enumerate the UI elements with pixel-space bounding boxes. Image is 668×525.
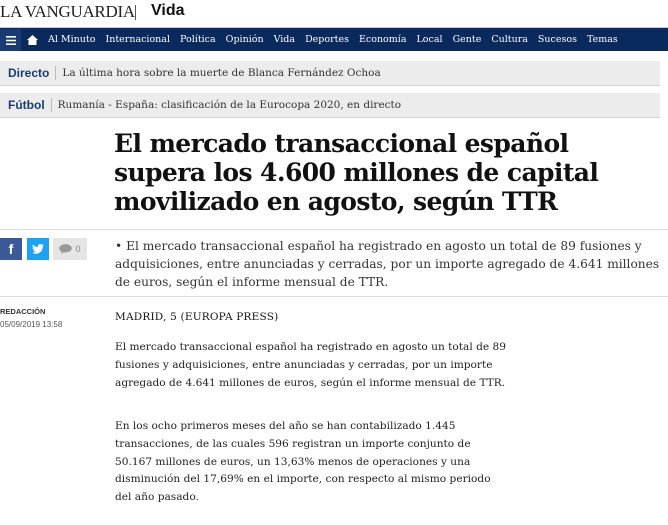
site-logo[interactable]: LA VANGUARDIA <box>0 2 135 21</box>
nav-item-temas[interactable]: Temas <box>586 34 618 45</box>
nav-item-cultura[interactable]: Cultura <box>491 34 528 45</box>
twitter-share-button[interactable] <box>27 238 49 260</box>
twitter-icon <box>32 244 44 254</box>
nav-items <box>43 29 623 51</box>
nav-item-sucesos[interactable]: Sucesos <box>537 34 577 45</box>
top-header <box>0 0 668 28</box>
ticker-tag: Fútbol <box>0 98 52 112</box>
comments-button[interactable] <box>53 238 87 260</box>
header-divider <box>135 5 136 20</box>
article-headline: El mercado transaccional español supera los 4.600 millones de capital movilizado en agosto, según TTR <box>114 129 599 216</box>
ticker-link[interactable]: La última hora sobre la muerte de Blanca Fernández Ochoa <box>62 67 381 79</box>
article-date: 05/09/2019 13:58 <box>0 320 63 329</box>
nav-item-al-minuto[interactable]: Al Minuto <box>48 34 96 45</box>
nav-item-vida[interactable]: Vida <box>273 34 296 45</box>
ticker-tag: Directo <box>0 66 56 80</box>
facebook-share-button[interactable] <box>0 238 22 260</box>
content-fade <box>0 505 668 525</box>
ticker-futbol[interactable] <box>0 93 660 118</box>
divider <box>0 229 668 230</box>
ticker-link[interactable]: Rumanía - España: clasificación de la Eurocopa 2020, en directo <box>57 99 402 111</box>
hamburger-icon <box>6 36 16 45</box>
comment-icon <box>59 244 72 254</box>
article-paragraph: En los ocho primeros meses del año se han contabilizado 1.445 transacciones, de las cuales 596 registran un importe conjunto de 50.167 millones de euros, un 13,63% menos de operaciones y una disminución del 17,69% en el importe, con respecto al mismo periodo del año pasado. <box>115 420 491 504</box>
main-nav <box>0 28 668 51</box>
section-title[interactable]: Vida <box>151 2 185 19</box>
nav-item-gente[interactable]: Gente <box>452 34 482 45</box>
divider <box>0 296 668 297</box>
ticker-directo[interactable] <box>0 61 660 86</box>
article-dateline: MADRID, 5 (EUROPA PRESS) <box>115 311 279 323</box>
home-icon <box>27 35 38 45</box>
article-paragraph: El mercado transaccional español ha registrado en agosto un total de 89 fusiones y adquisiciones, entre anunciadas y cerradas, por un importe agregado de 4.641 millones de euros, según el informe mensual de TTR. <box>115 341 507 389</box>
menu-button[interactable] <box>0 29 21 51</box>
nav-item-opinion[interactable]: Opinión <box>225 34 264 45</box>
nav-item-deportes[interactable]: Deportes <box>305 34 349 45</box>
article-summary: • El mercado transaccional español ha registrado en agosto un total de 89 fusiones y adquisiciones, entre anunciadas y cerradas, por un importe agregado de 4.641 millones de euros, según el informe mensual de TTR. <box>115 239 660 289</box>
comment-count: 0 <box>75 244 81 254</box>
home-button[interactable] <box>22 29 43 51</box>
nav-item-local[interactable]: Local <box>416 34 443 45</box>
facebook-icon: f <box>8 241 14 257</box>
article-author[interactable]: REDACCIÓN <box>0 307 46 316</box>
nav-item-internacional[interactable]: Internacional <box>105 34 171 45</box>
nav-item-politica[interactable]: Política <box>180 34 216 45</box>
nav-item-economia[interactable]: Economía <box>358 34 407 45</box>
